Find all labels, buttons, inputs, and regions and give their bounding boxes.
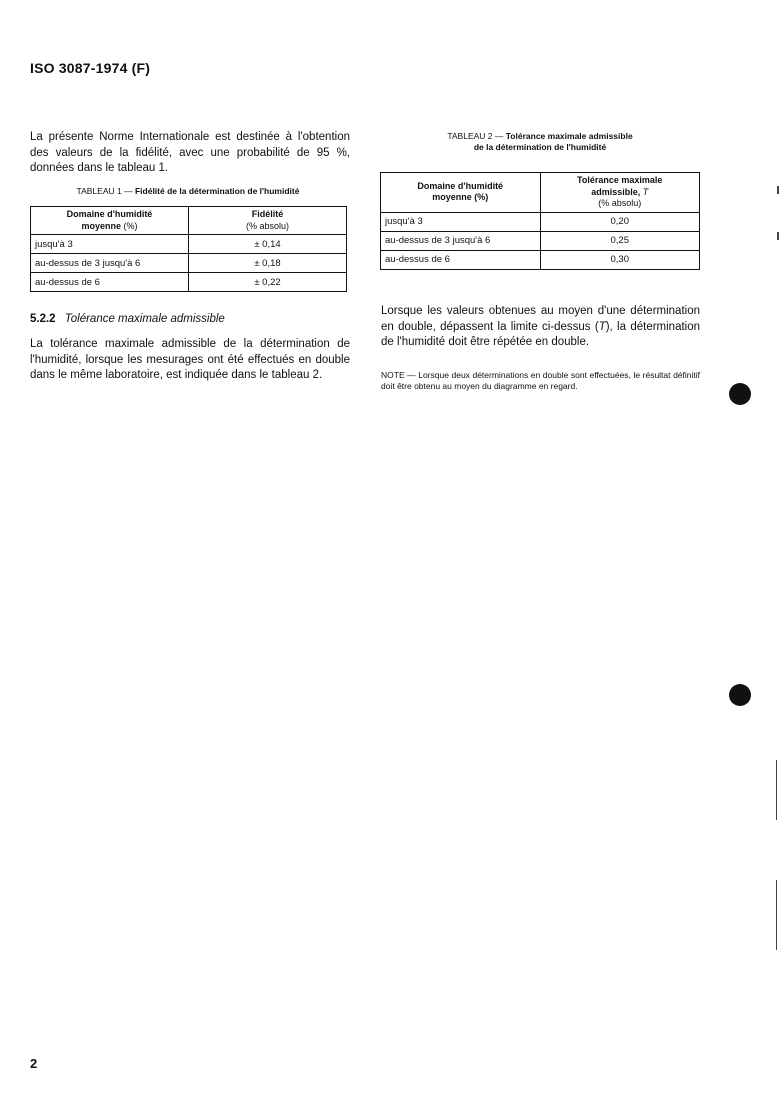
tolerance-paragraph-after: ), la détermination de l'humidité doit être répétée en double. xyxy=(381,320,701,348)
table2-cell-value: 0,30 xyxy=(540,250,700,269)
table1 xyxy=(30,206,347,292)
table2-cell-value: 0,20 xyxy=(610,216,629,227)
table1-caption-prefix: TABLEAU 1 — xyxy=(76,186,133,196)
table2-caption xyxy=(380,131,700,153)
table2-col1-header xyxy=(381,173,541,213)
table-row xyxy=(381,231,700,250)
table2-cell-range: jusqu'à 3 xyxy=(381,212,541,231)
table1-cell-range: jusqu'à 3 xyxy=(31,235,189,254)
table1-cell-value: ± 0,22 xyxy=(189,273,347,292)
table2-caption-prefix: TABLEAU 2 — xyxy=(447,131,504,141)
section-body: La tolérance maximale admissible de la détermination de l'humidité, lorsque les mesurages ont été effectués en double dans le même laboratoire, est indiquée dans le tableau 2. xyxy=(30,338,350,381)
table1-caption-title: Fidélité de la détermination de l'humidité xyxy=(134,186,300,196)
tolerance-paragraph-symbol: T xyxy=(598,320,606,333)
table1-col2-sub: (% absolu) xyxy=(245,220,290,231)
table2-caption-title-2: de la détermination de l'humidité xyxy=(473,142,607,152)
table1-col1-sub-unit: (%) xyxy=(123,220,138,231)
table2-col2-head-2: admissible, xyxy=(591,186,641,197)
binder-hole-icon xyxy=(729,684,751,706)
tolerance-paragraph-before: Lorsque les valeurs obtenues au moyen d'une détermination en double, dépassent la limite ci-dessus ( xyxy=(381,305,700,333)
page-number: 2 xyxy=(30,1056,38,1071)
table-row xyxy=(381,212,700,231)
table1-col1-header xyxy=(31,207,189,235)
table2-caption-title-1: Tolérance maximale admissible xyxy=(505,131,633,141)
intro-paragraph: La présente Norme Internationale est destinée à l'obtention des valeurs de la fidélité, avec une probabilité de 95 %, données dans le tableau 1. xyxy=(30,131,350,174)
table2-cell-value: 0,25 xyxy=(540,231,700,250)
table2-col1-head-text: Domaine d'humidité xyxy=(417,180,504,191)
table1-cell-value: ± 0,18 xyxy=(189,254,347,273)
table1-col2-header xyxy=(189,207,347,235)
table1-cell-range: au-dessus de 6 xyxy=(31,273,189,292)
table2-col2-symbol: T xyxy=(642,186,649,197)
table-row xyxy=(381,250,700,269)
table-row xyxy=(31,235,347,254)
table1-cell-range: au-dessus de 3 jusqu'à 6 xyxy=(31,254,189,273)
table2-col2-head-1: Tolérance maximale xyxy=(577,175,663,185)
table2-cell-range: au-dessus de 3 jusqu'à 6 xyxy=(381,231,541,250)
table1-col1-head-text: Domaine d'humidité xyxy=(66,209,153,219)
table1-col2-head-text: Fidélité xyxy=(251,209,284,219)
section-heading xyxy=(30,313,225,325)
section-number: 5.2.2 xyxy=(30,313,56,325)
table2 xyxy=(380,172,700,270)
table2-col1-sub: moyenne (%) xyxy=(432,192,489,203)
table-row xyxy=(31,254,347,273)
table1-col1-sub-bold: moyenne xyxy=(81,220,121,231)
table1-caption xyxy=(30,186,346,197)
section-title: Tolérance maximale admissible xyxy=(64,313,225,325)
document-header: ISO 3087-1974 (F) xyxy=(30,60,151,76)
note-paragraph: NOTE — Lorsque deux déterminations en double sont effectuées, le résultat définitif doit être obtenu au moyen du diagramme en regard. xyxy=(381,370,700,391)
tolerance-paragraph xyxy=(381,304,700,351)
table-row xyxy=(31,273,347,292)
table2-col2-sub: (% absolu) xyxy=(598,198,642,208)
margin-mark xyxy=(776,880,777,950)
binder-hole-icon xyxy=(729,383,751,405)
table2-cell-range: au-dessus de 6 xyxy=(381,250,541,269)
table1-cell-value: ± 0,14 xyxy=(254,238,281,250)
table2-col2-header xyxy=(540,173,700,213)
margin-mark xyxy=(776,760,777,820)
